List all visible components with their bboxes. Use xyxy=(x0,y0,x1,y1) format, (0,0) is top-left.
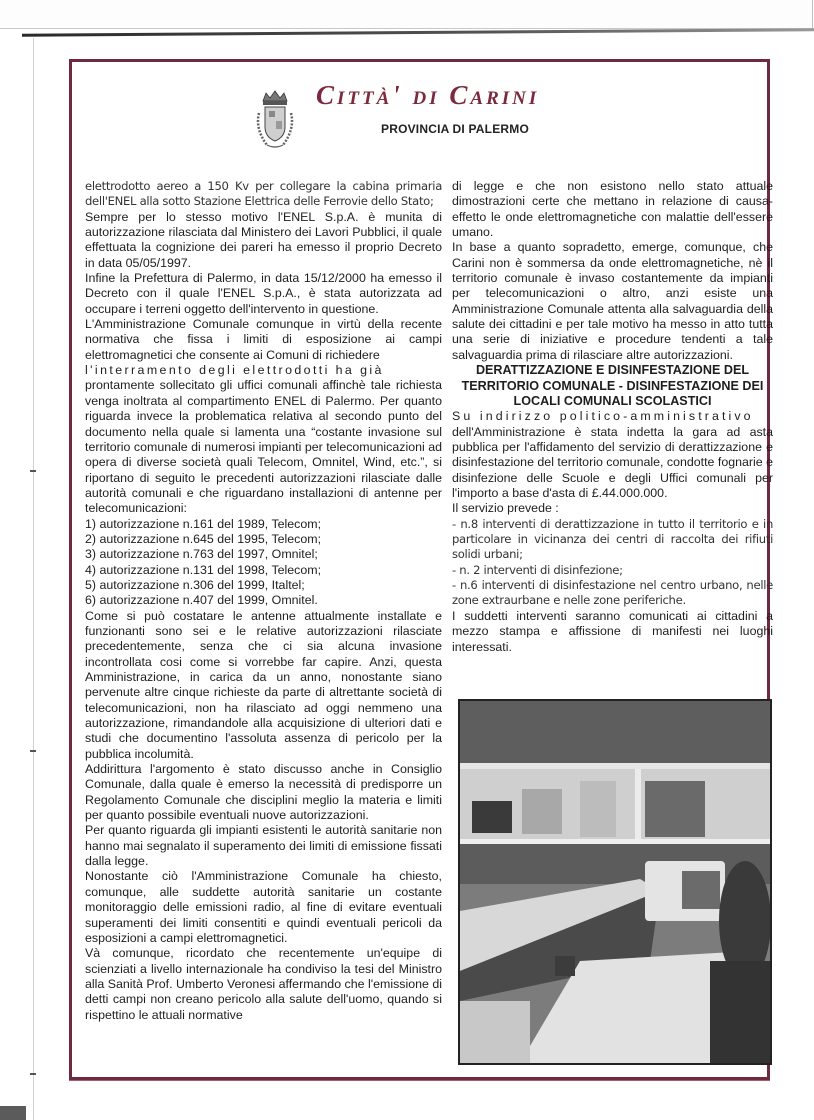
paragraph: Per quanto riguarda gli impianti esistenti le autorità sanitarie non hanno mai segnalato il superamento dei limiti di emissione fissati dalla legge. xyxy=(85,823,442,869)
paragraph: prontamente sollecitato gli uffici comunali affinchè tale richiesta venga inoltrata al compartimento ENEL di Palermo. Per quanto riguarda invece la problematica relativa al secondo punto del documento nella quale si lamenta una “costante invasione sul territorio comunale di numerosi impianti per telecomunicazioni ad opera di diverse società quali Telecom, Omnitel, Wind, etc.”, si riportano di seguito le precedenti autorizzazioni rilasciate dalle autorità comunali e che riguardano installazioni di antenne per telecomunicazioni: xyxy=(85,378,442,516)
paragraph: Sempre per lo stesso motivo l'ENEL S.p.A. è munita di autorizzazione rilasciata dal Ministero dei Lavori Pubblici, il quale effettuata la cognizione dei pareri ha emesso il proprio Decreto in data 05/05/1997. xyxy=(85,209,442,270)
paragraph: Infine la Prefettura di Palermo, in data 15/12/2000 ha emesso il Decreto con il quale l'ENEL S.p.A., è stata autorizzata ad occupare i terreni oggetto dell'intervento in questione. xyxy=(85,271,442,316)
authorization-item: 5) autorizzazione n.306 del 1999, Italtel; xyxy=(85,577,305,592)
letterhead xyxy=(72,62,767,172)
paragraph: L'Amministrazione Comunale comunque in virtù della recente normativa che fissa i limiti di esposizione ai campi elettromagnetici che consente ai Comuni di richiedere xyxy=(85,317,442,362)
paragraph: Il servizio prevede : xyxy=(452,501,559,516)
authorization-item: 6) autorizzazione n.407 del 1999, Omnitel. xyxy=(85,593,318,608)
margin-tick xyxy=(30,470,36,472)
right-column xyxy=(452,179,773,655)
service-item: - n. 2 interventi di disinfezione; xyxy=(452,562,623,577)
paragraph: l'interramento degli elettrodotti ha già xyxy=(85,363,384,378)
paragraph: I suddetti interventi saranno comunicati ai cittadini a mezzo stampa e affissione di manifesti nei luoghi interessati. xyxy=(452,608,773,654)
scan-corner-shadow xyxy=(0,1106,26,1120)
margin-tick xyxy=(30,1073,36,1075)
scanned-page-edge xyxy=(0,0,813,29)
paragraph: Come si può costatare le antenne attualmente installate e funzionanti sono sei e le relative autorizzazioni rilasciate precedentemente, senza che ci sia alcuna invasione incontrollata cosi come si vorrebbe far capire. Anzi, questa Amministrazione, in carica da un anno, nonostante siano pervenute altre cinque richieste da parte di altrettante società di telecomunicazioni, non ha rilasciato ad oggi nemmeno una autorizzazione, rimandandole alla acquisizione di ulteriori dati e studi che documentino l'assoluta assenza di pericolo per la pubblica incolumità. xyxy=(85,608,442,761)
authorization-item: 3) autorizzazione n.763 del 1997, Omnitel; xyxy=(85,547,318,562)
paragraph: elettrodotto aereo a 150 Kv per collegare la cabina primaria dell'ENEL alla sotto Stazione Elettrica delle Ferrovie dello Stato; xyxy=(85,179,442,209)
paragraph: di legge e che non esistono nello stato attuale dimostrazioni certe che mettano in relazione di causa-effetto le onde elettromagnetiche con malattie dell'essere umano. xyxy=(452,179,773,240)
municipal-crest-icon xyxy=(253,89,297,151)
paragraph: Su indirizzo politico-amministrativo xyxy=(452,409,754,424)
paragraph: Và comunque, ricordato che recentemente un'equipe di scienziati a livello internazionale ha condiviso la tesi del Ministro alla Sanità Prof. Umberto Veronesi affermando che l'emissione di detti campi non creano pericolo alla salute dell'uomo, quando si rispettino le attuali normative xyxy=(85,946,442,1022)
left-column xyxy=(85,179,442,1023)
service-item: - n.6 interventi di disinfestazione nel centro urbano, nelle zone extraurbane e nelle zone periferiche. xyxy=(452,578,773,608)
margin-tick xyxy=(30,750,36,752)
authorization-item: 2) autorizzazione n.645 del 1995, Telecom; xyxy=(85,531,322,546)
paragraph: dell'Amministrazione è stata indetta la gara ad asta pubblica per l'affidamento del servizio di derattizzazione e disinfestazione del territorio comunale, condotte fognarie e disinfezione delle Scuole e degli Uffici comunali per l'importo a base d'asta di £.44.000.000. xyxy=(452,424,773,501)
page-subtitle: PROVINCIA DI PALERMO xyxy=(381,122,530,136)
page-title: Città' di Carini xyxy=(316,80,540,110)
authorization-item: 1) autorizzazione n.161 del 1989, Telecom; xyxy=(85,516,322,531)
page-frame xyxy=(69,59,773,1080)
binding-margin-line xyxy=(33,38,34,1120)
section-heading: DERATTIZZAZIONE E DISINFESTAZIONE DEL TERRITORIO COMUNALE - DISINFESTAZIONE DEI LOCALI COMUNALI SCOLASTICI xyxy=(461,363,764,408)
paragraph: Nonostante ciò l'Amministrazione Comunale ha chiesto, comunque, alle suddette autorità sanitarie un costante monitoraggio delle emissioni radio, al fine di evitare eventuali superamenti dei limiti consentiti e quindi eventuali pericoli da esposizioni a campi elettromagnetici. xyxy=(85,869,442,945)
office-photo xyxy=(458,699,772,1065)
top-rule xyxy=(22,28,814,37)
paragraph: Addirittura l'argomento è stato discusso anche in Consiglio Comunale, dalla quale è emerso la necessità di predisporre un Regolamento Comunale che disciplini meglio la materia e limiti per quanto possibile eventuali nuove autorizzazioni. xyxy=(85,762,442,823)
service-item: - n.8 interventi di derattizzazione in tutto il territorio e in particolare in vicinanza dei centri di raccolta dei rifiuti solidi urbani; xyxy=(452,516,773,562)
authorization-item: 4) autorizzazione n.131 del 1998, Telecom; xyxy=(85,562,322,577)
paragraph: In base a quanto sopradetto, emerge, comunque, che Carini non è sommersa da onde elettromagnetiche, nè il territorio comunale è invaso costantemente da impianti per telecomunicazioni o altro, anzi esiste una Amministrazione Comunale attenta alla salvaguardia della salute dei cittadini e per tale motivo ha messo in atto tutta una serie di iniziative e procedure tendenti a tale salvaguardia prima di rilasciare altre autorizzazioni. xyxy=(452,240,773,362)
